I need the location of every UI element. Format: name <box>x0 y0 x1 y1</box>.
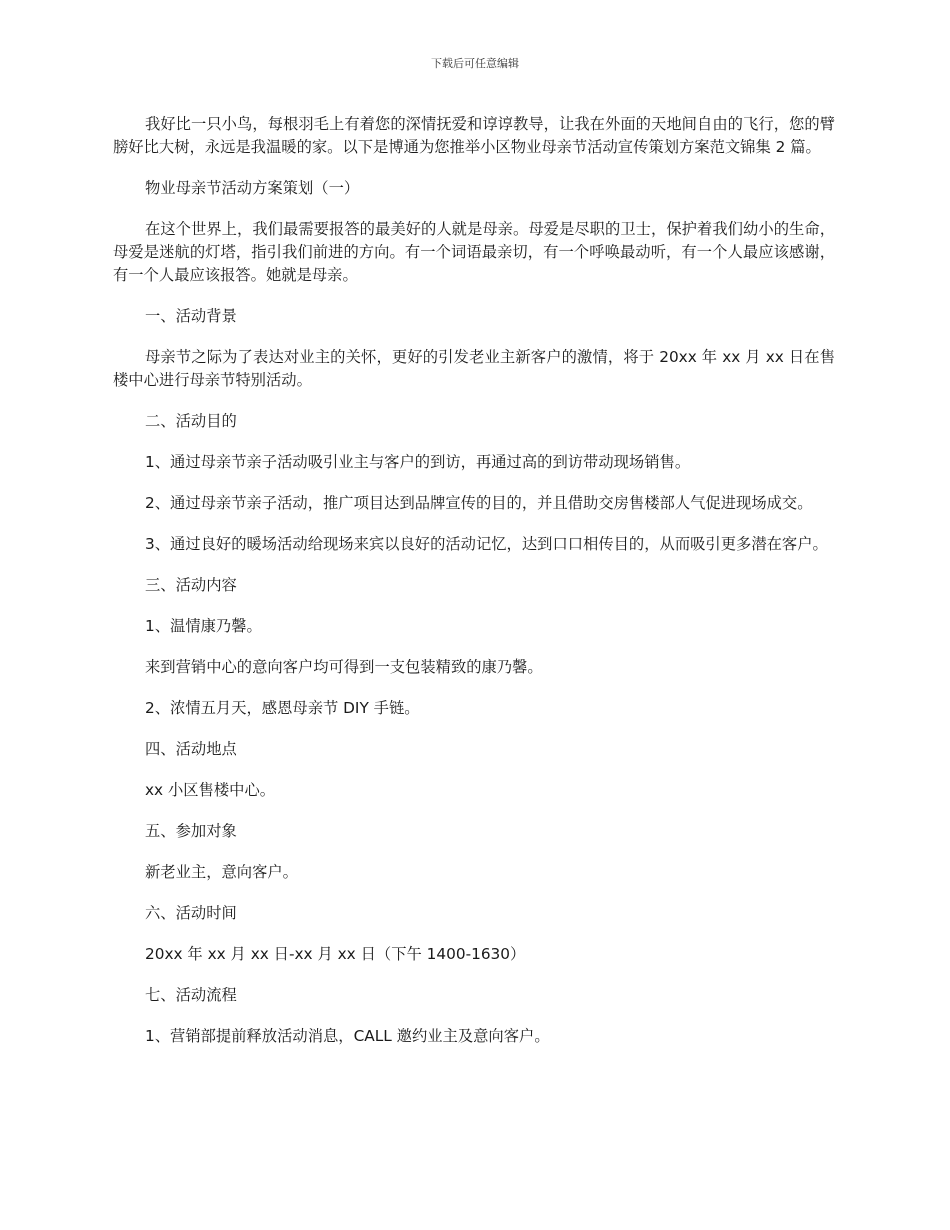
body-paragraph: 在这个世界上，我们最需要报答的最美好的人就是母亲。母爱是尽职的卫士，保护着我们幼小的生命，母爱是迷航的灯塔，指引我们前进的方向。有一个词语最亲切，有一个呼唤最动听，有一个人最应该感谢，有一个人最应该报答。她就是母亲。 <box>113 220 835 284</box>
page-header: 下载后可任意编辑 <box>431 57 519 70</box>
list-item: 3、通过良好的暖场活动给现场来宾以良好的活动记忆，达到口口相传目的，从而吸引更多潜在客户。 <box>145 535 828 553</box>
list-item: 1、温情康乃馨。 <box>145 617 262 635</box>
list-item: 1、通过母亲节亲子活动吸引业主与客户的到访，再通过高的到访带动现场销售。 <box>145 453 691 471</box>
heading-background: 一、活动背景 <box>145 307 237 325</box>
heading-time: 六、活动时间 <box>145 904 237 922</box>
body-paragraph: 来到营销中心的意向客户均可得到一支包装精致的康乃馨。 <box>145 658 543 676</box>
section-title: 物业母亲节活动方案策划（一） <box>145 179 360 197</box>
intro-paragraph: 我好比一只小鸟，每根羽毛上有着您的深情抚爱和谆谆教导，让我在外面的天地间自由的飞行，您的臂膀好比大树，永远是我温暖的家。以下是博通为您推举小区物业母亲节活动宣传策划方案范文锦集 2 篇。 <box>113 115 835 156</box>
heading-content: 三、活动内容 <box>145 576 237 594</box>
heading-purpose: 二、活动目的 <box>145 412 237 430</box>
body-paragraph: 20xx 年 xx 月 xx 日-xx 月 xx 日（下午 1400-1630） <box>145 945 526 963</box>
list-item: 2、通过母亲节亲子活动，推广项目达到品牌宣传的目的，并且借助交房售楼部人气促进现场成交。 <box>145 494 813 512</box>
heading-location: 四、活动地点 <box>145 740 237 758</box>
body-paragraph: 母亲节之际为了表达对业主的关怀，更好的引发老业主新客户的激情，将于 20xx 年 xx 月 xx 日在售楼中心进行母亲节特别活动。 <box>113 348 835 389</box>
list-item: 2、浓情五月天，感恩母亲节 DIY 手链。 <box>145 699 420 717</box>
body-paragraph: xx 小区售楼中心。 <box>145 781 276 799</box>
document-body <box>113 113 835 1048</box>
heading-process: 七、活动流程 <box>145 986 237 1004</box>
list-item: 1、营销部提前释放活动消息，CALL 邀约业主及意向客户。 <box>145 1027 550 1045</box>
heading-participants: 五、参加对象 <box>145 822 237 840</box>
body-paragraph: 新老业主，意向客户。 <box>145 863 298 881</box>
